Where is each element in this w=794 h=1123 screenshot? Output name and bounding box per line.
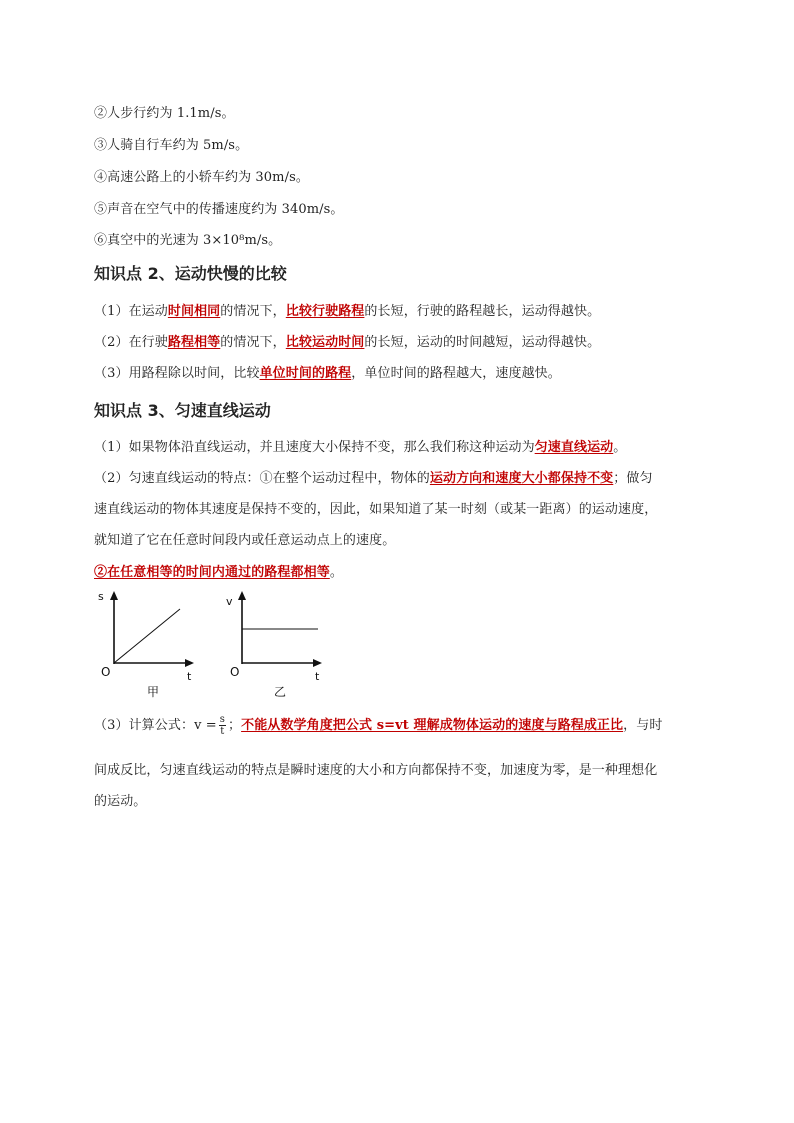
highlight: ②在任意相等的时间内通过的路程都相等: [94, 565, 330, 580]
highlight: 单位时间的路程: [259, 366, 352, 381]
fraction-numerator: s: [219, 714, 225, 725]
kp3-paragraph-4: [94, 714, 662, 737]
x-axis-label: t: [187, 670, 192, 683]
text: （2）匀速直线运动的特点：①在整个运动过程中，物体的: [94, 471, 430, 486]
kp3-paragraph-2-line-3: 就知道了它在任意时间段内或任意运动点上的速度。: [94, 533, 396, 548]
text: （1）如果物体沿直线运动，并且速度大小保持不变，那么我们称这种运动为: [94, 440, 535, 455]
section-heading-kp2: 知识点 2、运动快慢的比较: [94, 264, 287, 283]
speed-item: ③人骑自行车约为 5m/s。: [94, 138, 249, 153]
highlight: 匀速直线运动: [534, 440, 614, 455]
section-heading-kp3: 知识点 3、匀速直线运动: [94, 401, 271, 420]
text: 。: [329, 565, 343, 580]
graph-caption: 甲: [147, 685, 160, 699]
x-axis-arrow: [313, 659, 322, 667]
text: （3）用路程除以时间，比较: [94, 366, 260, 381]
y-axis-arrow: [110, 591, 118, 600]
highlight: 运动方向和速度大小都保持不变: [429, 471, 614, 486]
fraction-denominator: t: [220, 726, 225, 737]
kp3-paragraph-4-line-2: 间成反比，匀速直线运动的特点是瞬时速度的大小和方向都保持不变，加速度为零，是一种理想化: [94, 763, 658, 778]
origin-label: O: [230, 665, 240, 679]
text: 的长短，运动的时间越短，运动得越快。: [364, 335, 601, 350]
text: （2）在行驶: [94, 335, 168, 350]
text: ；: [227, 718, 242, 733]
graph-s-t: [94, 588, 204, 700]
kp2-paragraph-2: [94, 331, 600, 350]
kp3-paragraph-2-line-2: 速直线运动的物体其速度是保持不变的，因此，如果知道了某一时刻（或某一距离）的运动速度，: [94, 502, 658, 517]
highlight: 比较行驶路程: [285, 304, 365, 319]
kp2-paragraph-1: [94, 300, 600, 319]
kp3-paragraph-1: [94, 436, 626, 455]
text: 的情况下，: [220, 304, 286, 319]
y-axis-label: v: [226, 595, 233, 608]
text: 的长短，行驶的路程越长，运动得越快。: [364, 304, 601, 319]
text: （3）计算公式：: [94, 718, 195, 733]
highlight: 路程相等: [167, 335, 221, 350]
highlight: 比较运动时间: [285, 335, 365, 350]
speed-item: ②人步行约为 1.1m/s。: [94, 106, 235, 121]
x-axis-label: t: [315, 670, 320, 683]
graph-v-t: [222, 588, 332, 700]
text: ，单位时间的路程越大，速度越快。: [351, 366, 561, 381]
highlight: 时间相同: [167, 304, 221, 319]
highlight: 不能从数学角度把公式 s=vt 理解成物体运动的速度与路程成正比: [241, 718, 624, 733]
text: ，与时: [623, 718, 663, 733]
formula-lhs: v =: [194, 718, 217, 733]
formula-fraction: [219, 714, 226, 737]
s-t-line: [114, 609, 180, 663]
speed-item: ④高速公路上的小轿车约为 30m/s。: [94, 170, 309, 185]
y-axis-label: s: [98, 590, 104, 603]
kp3-paragraph-4-line-3: 的运动。: [94, 794, 147, 809]
text: （1）在运动: [94, 304, 168, 319]
text: ；做匀: [613, 471, 653, 486]
kp2-paragraph-3: [94, 362, 561, 381]
speed-item: ⑥真空中的光速为 3×10⁸m/s。: [94, 233, 282, 248]
x-axis-arrow: [185, 659, 194, 667]
kp3-paragraph-2: [94, 467, 653, 486]
graph-caption: 乙: [274, 685, 287, 699]
text: 的情况下，: [220, 335, 286, 350]
speed-item: ⑤声音在空气中的传播速度约为 340m/s。: [94, 202, 344, 217]
y-axis-arrow: [238, 591, 246, 600]
origin-label: O: [101, 665, 111, 679]
kp3-paragraph-3: [94, 561, 343, 580]
text: 。: [613, 440, 627, 455]
